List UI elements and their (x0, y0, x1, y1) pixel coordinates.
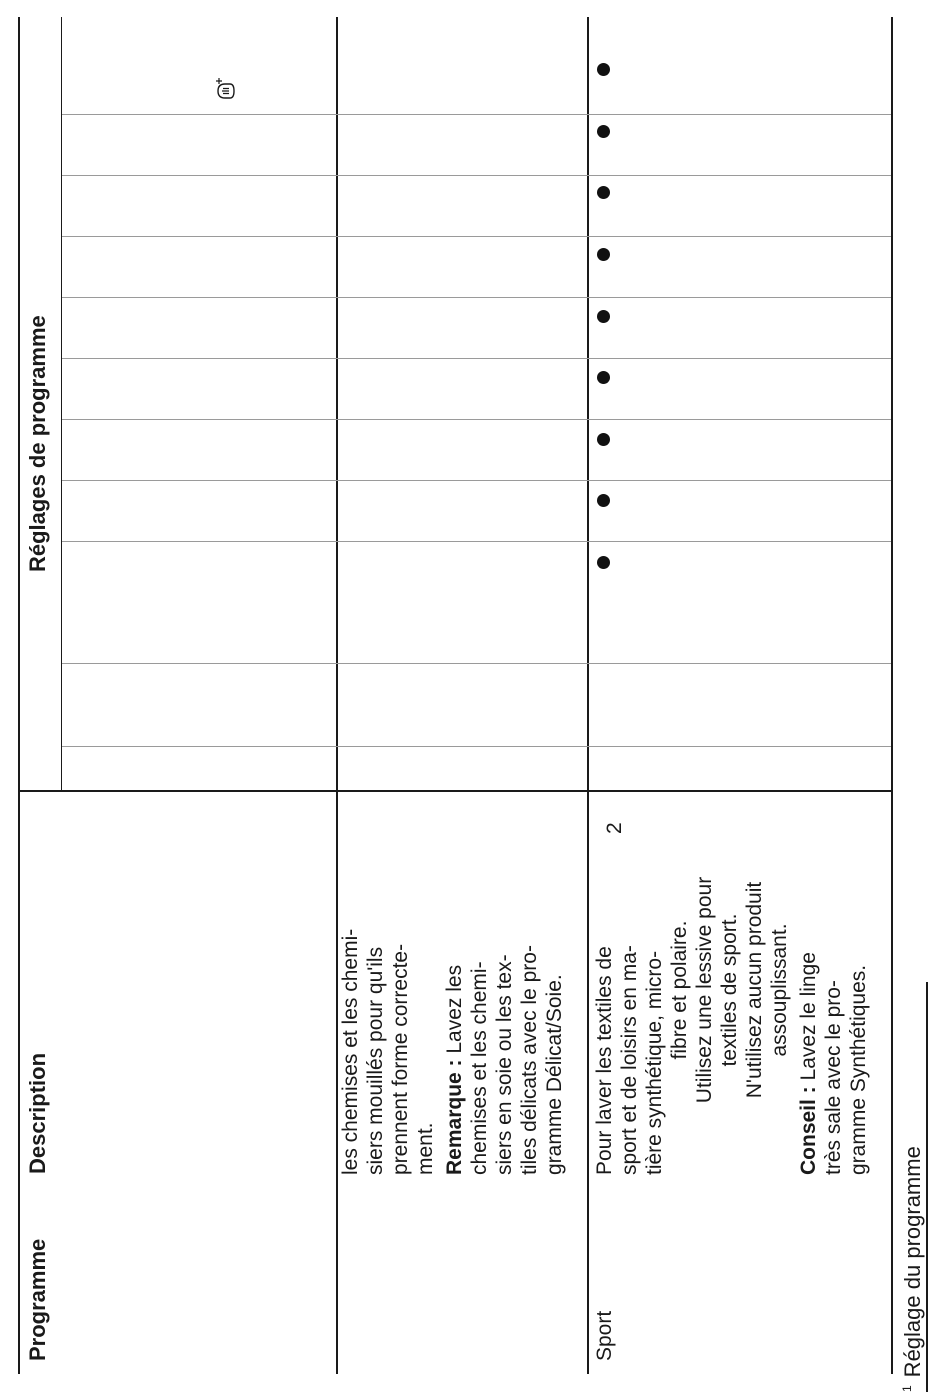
table-top-rule (18, 17, 20, 1374)
settings-subcolumn-line (62, 419, 891, 420)
settings-subcolumn-line (62, 480, 891, 481)
footnote (895, 1146, 925, 1392)
row2-description: Pour laver les textiles de sport et de loisirs en ma- tière synthétique, micro- fibre et polaire. Utilisez une lessive pour textiles de sport. N'utilisez aucun produit assouplissant. Conseil : Lavez le linge très sale avec le pro- gramme Synthétiques. (593, 876, 870, 1175)
row1-description: les chemises et les chemi- siers mouillés pour qu'ils prennent forme correcte- ment. Remarque : Lavez les chemises et les chemi- siers en soie ou les tex- tiles délicats avec le pro- gramme Délicat/Soie. (339, 928, 566, 1175)
setting-dot (597, 433, 610, 446)
row2-programme: Sport (593, 1310, 616, 1361)
table-bottom-rule (891, 17, 893, 1374)
footnote-rule (926, 982, 928, 1392)
setting-dot (597, 186, 610, 199)
row2-superscript: 2 (603, 822, 626, 834)
setting-dot (597, 248, 610, 261)
setting-dot (597, 125, 610, 138)
header-settings: Réglages de programme (25, 315, 50, 572)
header-programme: Programme (25, 1238, 50, 1361)
settings-subcolumn-line (62, 175, 891, 176)
footnote-text: Réglage du programme (900, 1146, 925, 1378)
setting-dot (597, 310, 610, 323)
setting-dot (597, 371, 610, 384)
row-divider-2 (587, 17, 589, 1374)
column-divider (18, 790, 893, 792)
remarque-label: Remarque : (443, 1059, 466, 1175)
conseil-label: Conseil : (797, 1086, 820, 1175)
setting-dot (597, 556, 610, 569)
settings-subcolumn-line (62, 541, 891, 542)
settings-subcolumn-line (62, 746, 891, 747)
setting-dot (597, 63, 610, 76)
setting-dot (597, 494, 610, 507)
settings-subcolumn-line (62, 114, 891, 115)
stain-plus-icon (214, 76, 240, 102)
settings-subcolumn-line (62, 297, 891, 298)
footnote-marker: 1 (900, 1385, 914, 1392)
settings-header-rule (61, 17, 62, 792)
header-description: Description (25, 1052, 50, 1174)
settings-subcolumn-line (62, 663, 891, 664)
settings-subcolumn-line (62, 358, 891, 359)
settings-subcolumn-line (62, 236, 891, 237)
